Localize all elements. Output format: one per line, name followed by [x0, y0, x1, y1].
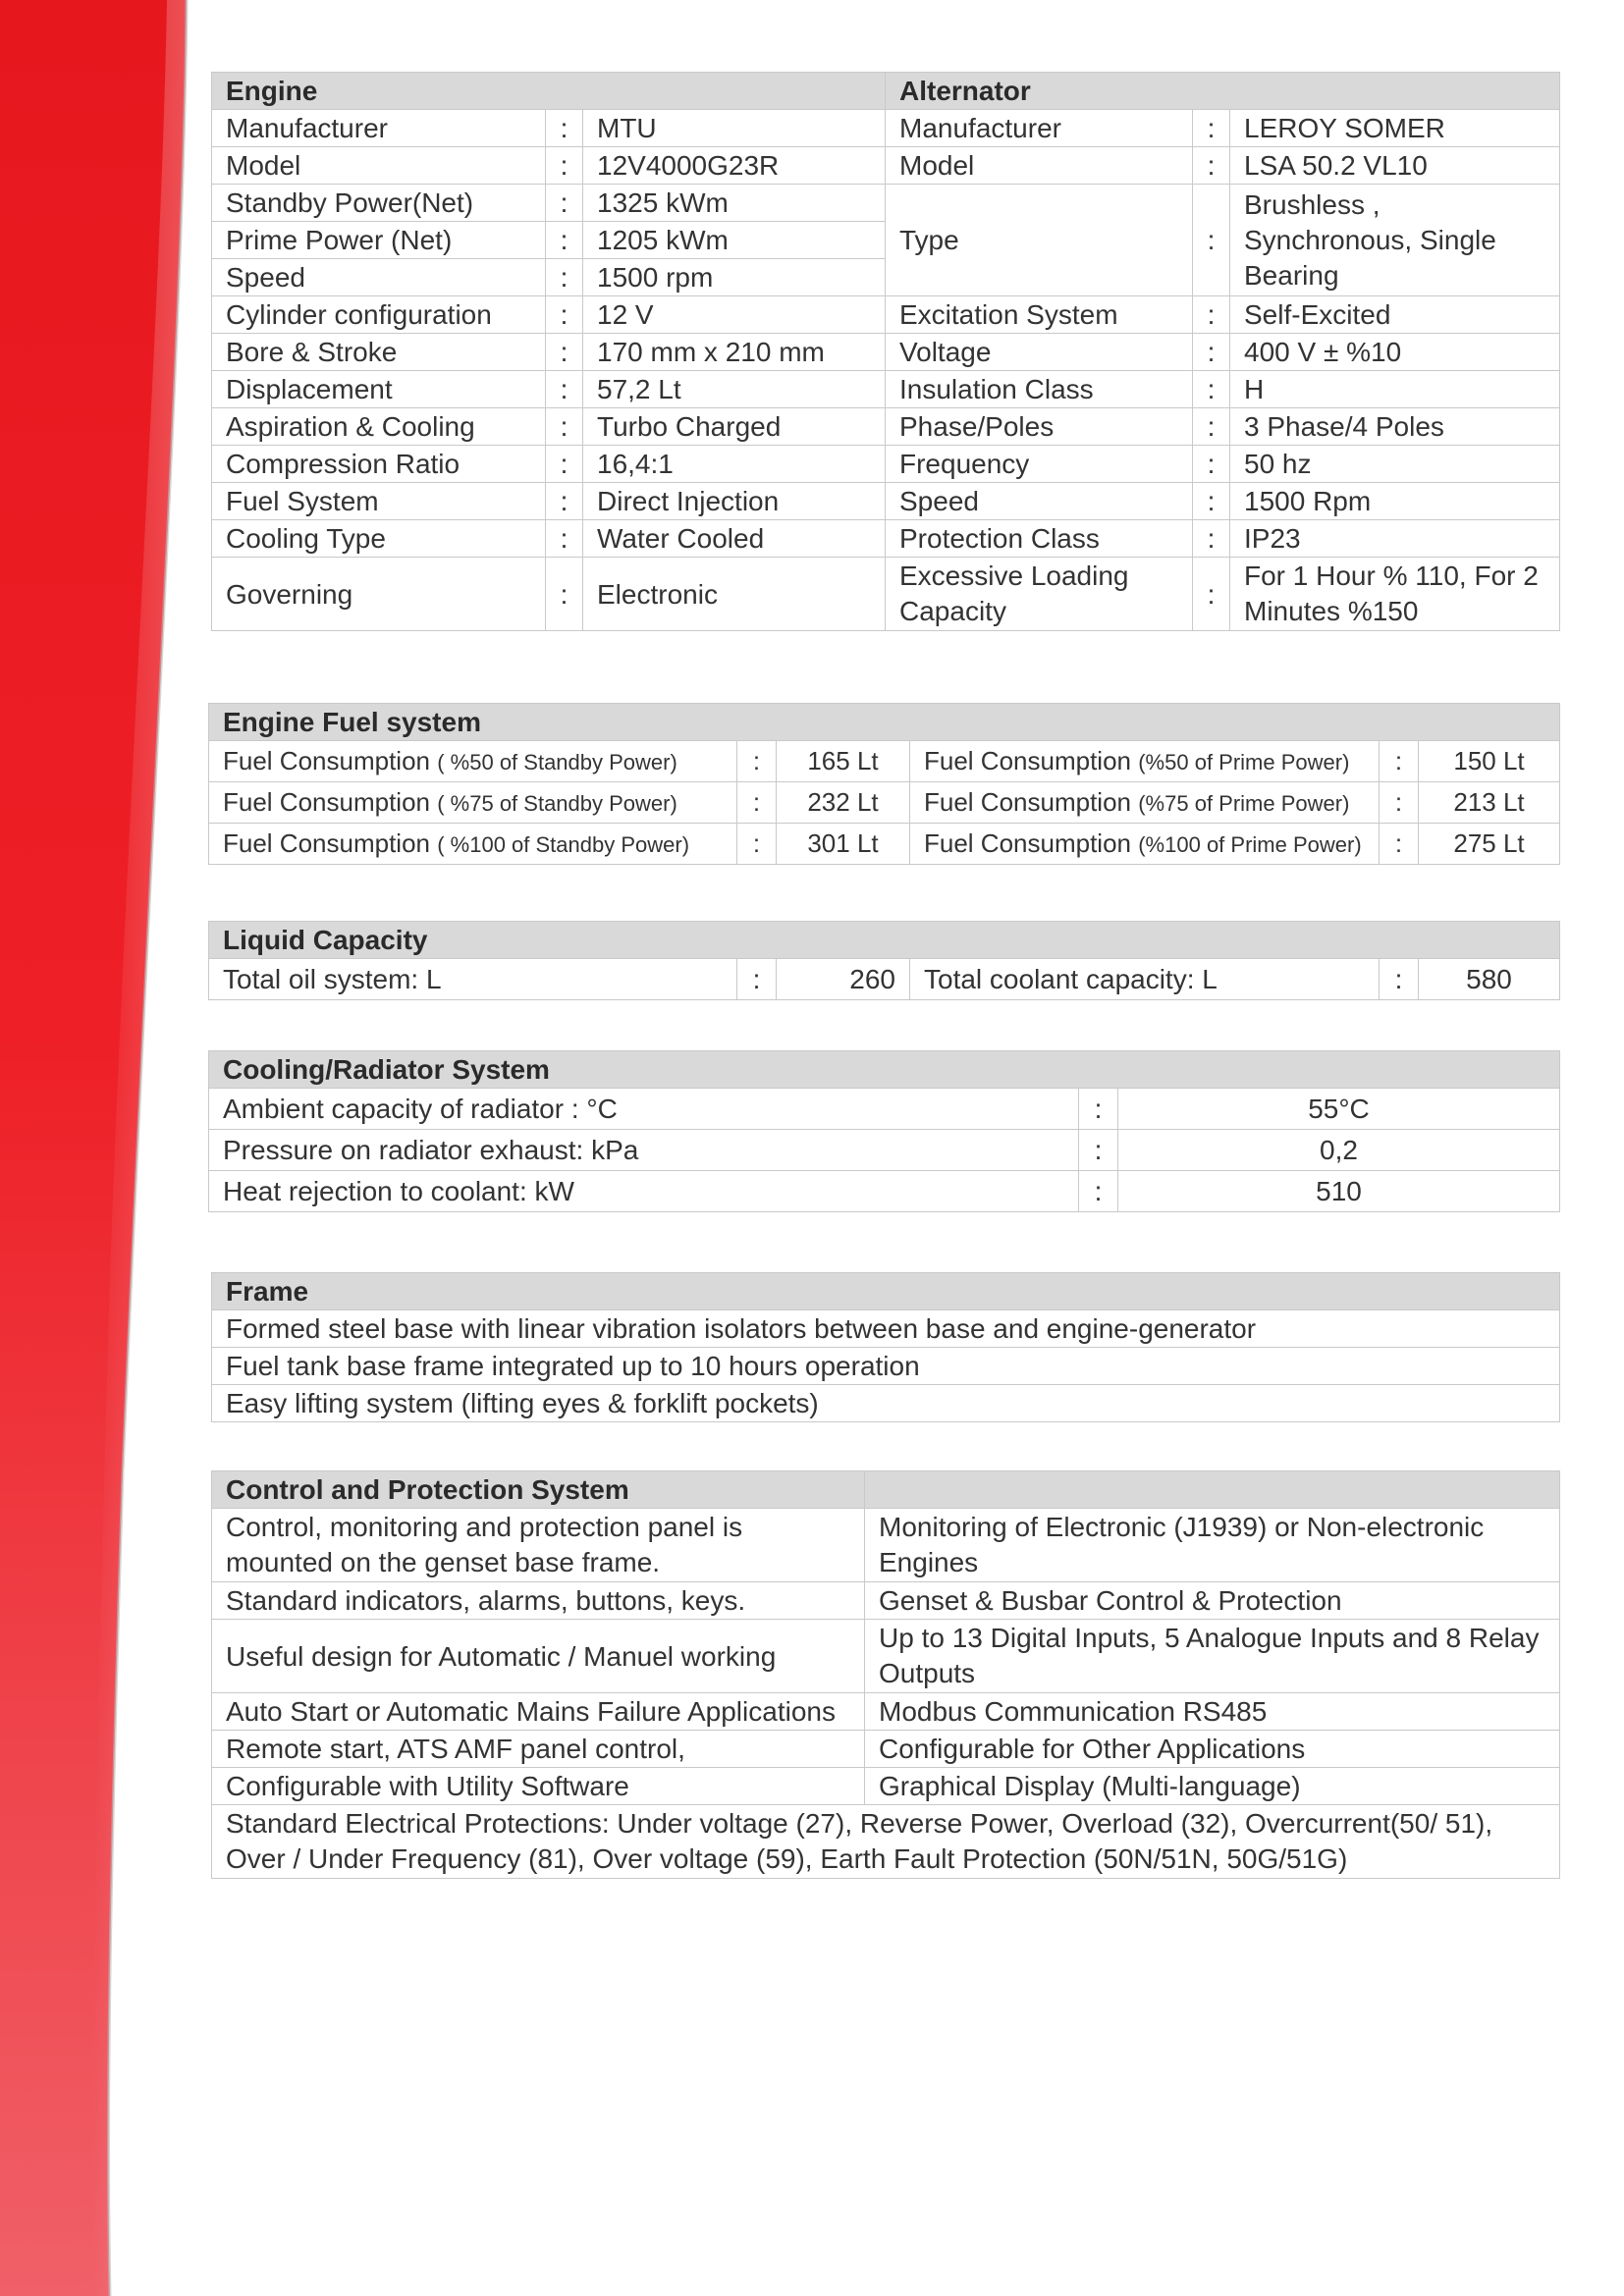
separator: :	[546, 259, 583, 296]
engine-label: Cooling Type	[212, 520, 546, 558]
alternator-label: Insulation Class	[886, 371, 1193, 408]
fuel-prime-value: 213 Lt	[1419, 782, 1560, 824]
separator: :	[737, 824, 777, 865]
control-right: Monitoring of Electronic (J1939) or Non-electronic Engines	[865, 1509, 1560, 1582]
engine-label: Standby Power(Net)	[212, 185, 546, 222]
engine-label: Cylinder configuration	[212, 296, 546, 334]
control-header-blank	[865, 1471, 1560, 1509]
fuel-standby-value: 301 Lt	[777, 824, 910, 865]
coolant-label: Total coolant capacity: L	[910, 959, 1380, 1000]
oil-label: Total oil system: L	[209, 959, 737, 1000]
label-note: ( %50 of Standby Power)	[437, 749, 677, 774]
engine-header: Engine	[212, 73, 886, 110]
engine-value: Turbo Charged	[583, 408, 886, 446]
control-left: Configurable with Utility Software	[212, 1768, 865, 1805]
engine-label: Bore & Stroke	[212, 334, 546, 371]
separator: :	[546, 334, 583, 371]
alternator-label: Frequency	[886, 446, 1193, 483]
engine-value: 1500 rpm	[583, 259, 886, 296]
separator: :	[546, 446, 583, 483]
control-header: Control and Protection System	[212, 1471, 865, 1509]
alternator-label: Phase/Poles	[886, 408, 1193, 446]
separator: :	[1079, 1089, 1118, 1130]
alternator-value: Brushless , Synchronous, Single Bearing	[1230, 185, 1560, 296]
control-left: Useful design for Automatic / Manuel working	[212, 1620, 865, 1693]
separator: :	[546, 483, 583, 520]
engine-label: Fuel System	[212, 483, 546, 520]
separator: :	[546, 110, 583, 147]
fuel-system-table	[208, 703, 1560, 865]
separator: :	[546, 222, 583, 259]
engine-label: Displacement	[212, 371, 546, 408]
engine-value: 57,2 Lt	[583, 371, 886, 408]
alternator-value: LEROY SOMER	[1230, 110, 1560, 147]
control-right: Up to 13 Digital Inputs, 5 Analogue Inputs and 8 Relay Outputs	[865, 1620, 1560, 1693]
alternator-label: Manufacturer	[886, 110, 1193, 147]
control-right: Genset & Busbar Control & Protection	[865, 1582, 1560, 1620]
label-note: ( %75 of Standby Power)	[437, 790, 677, 816]
label-text: Fuel Consumption	[223, 828, 430, 858]
alternator-label: Protection Class	[886, 520, 1193, 558]
fuel-prime-label	[910, 741, 1380, 782]
engine-value: 12V4000G23R	[583, 147, 886, 185]
engine-label: Model	[212, 147, 546, 185]
frame-header: Frame	[212, 1273, 1560, 1310]
red-side-band	[0, 0, 196, 2296]
control-left: Auto Start or Automatic Mains Failure Applications	[212, 1693, 865, 1731]
engine-label: Prime Power (Net)	[212, 222, 546, 259]
label-note: (%75 of Prime Power)	[1138, 790, 1350, 816]
fuel-standby-label	[209, 824, 737, 865]
fuel-system-header: Engine Fuel system	[209, 704, 1560, 741]
separator: :	[546, 371, 583, 408]
separator: :	[1193, 147, 1230, 185]
engine-value: 12 V	[583, 296, 886, 334]
alternator-value: 3 Phase/4 Poles	[1230, 408, 1560, 446]
engine-value: 170 mm x 210 mm	[583, 334, 886, 371]
engine-value: 16,4:1	[583, 446, 886, 483]
label-text: Fuel Consumption	[924, 745, 1131, 775]
frame-item: Easy lifting system (lifting eyes & forklift pockets)	[212, 1385, 1560, 1422]
separator: :	[1193, 446, 1230, 483]
alternator-value: Self-Excited	[1230, 296, 1560, 334]
separator: :	[546, 408, 583, 446]
cooling-value: 55°C	[1118, 1089, 1560, 1130]
fuel-prime-label	[910, 824, 1380, 865]
engine-alternator-table	[211, 72, 1560, 631]
separator: :	[1380, 741, 1419, 782]
separator: :	[737, 782, 777, 824]
separator: :	[1079, 1130, 1118, 1171]
fuel-prime-value: 150 Lt	[1419, 741, 1560, 782]
separator: :	[546, 520, 583, 558]
separator: :	[737, 959, 777, 1000]
separator: :	[1193, 483, 1230, 520]
protections-text: Standard Electrical Protections: Under voltage (27), Reverse Power, Overload (32), Overcurrent(50/ 51), Over / Under Frequency (81), Over voltage (59), Earth Fault Protection (50N/51N, 50G/51G)	[212, 1805, 1560, 1879]
label-text: Fuel Consumption	[924, 828, 1131, 858]
separator: :	[1193, 185, 1230, 296]
engine-value: 1205 kWm	[583, 222, 886, 259]
separator: :	[1193, 408, 1230, 446]
alternator-value: For 1 Hour % 110, For 2 Minutes %150	[1230, 558, 1560, 631]
separator: :	[1380, 824, 1419, 865]
alternator-value: 400 V ± %10	[1230, 334, 1560, 371]
separator: :	[1193, 110, 1230, 147]
liquid-capacity-table	[208, 921, 1560, 1000]
alternator-value: 50 hz	[1230, 446, 1560, 483]
liquid-capacity-header: Liquid Capacity	[209, 922, 1560, 959]
alternator-label: Type	[886, 185, 1193, 296]
control-left: Remote start, ATS AMF panel control,	[212, 1731, 865, 1768]
fuel-standby-value: 232 Lt	[777, 782, 910, 824]
separator: :	[1380, 782, 1419, 824]
separator: :	[546, 558, 583, 631]
engine-label: Compression Ratio	[212, 446, 546, 483]
engine-label: Governing	[212, 558, 546, 631]
alternator-value: H	[1230, 371, 1560, 408]
separator: :	[1193, 296, 1230, 334]
alternator-label: Excitation System	[886, 296, 1193, 334]
separator: :	[1193, 520, 1230, 558]
engine-value: Direct Injection	[583, 483, 886, 520]
alternator-label: Excessive Loading Capacity	[886, 558, 1193, 631]
alternator-header: Alternator	[886, 73, 1560, 110]
separator: :	[1193, 334, 1230, 371]
label-note: (%100 of Prime Power)	[1138, 831, 1362, 857]
alternator-value: 1500 Rpm	[1230, 483, 1560, 520]
cooling-label: Heat rejection to coolant: kW	[209, 1171, 1079, 1212]
control-right: Modbus Communication RS485	[865, 1693, 1560, 1731]
cooling-header: Cooling/Radiator System	[209, 1051, 1560, 1089]
fuel-standby-label	[209, 782, 737, 824]
fuel-prime-value: 275 Lt	[1419, 824, 1560, 865]
separator: :	[546, 296, 583, 334]
cooling-label: Ambient capacity of radiator : °C	[209, 1089, 1079, 1130]
cooling-value: 510	[1118, 1171, 1560, 1212]
label-note: ( %100 of Standby Power)	[437, 831, 690, 857]
label-text: Fuel Consumption	[223, 786, 430, 817]
separator: :	[1193, 558, 1230, 631]
engine-label: Manufacturer	[212, 110, 546, 147]
alternator-label: Speed	[886, 483, 1193, 520]
frame-table	[211, 1272, 1560, 1422]
engine-label: Speed	[212, 259, 546, 296]
fuel-standby-value: 165 Lt	[777, 741, 910, 782]
control-left: Standard indicators, alarms, buttons, keys.	[212, 1582, 865, 1620]
alternator-label: Model	[886, 147, 1193, 185]
control-right: Configurable for Other Applications	[865, 1731, 1560, 1768]
engine-value: Water Cooled	[583, 520, 886, 558]
separator: :	[1380, 959, 1419, 1000]
control-left: Control, monitoring and protection panel is mounted on the genset base frame.	[212, 1509, 865, 1582]
alternator-label: Voltage	[886, 334, 1193, 371]
alternator-value: IP23	[1230, 520, 1560, 558]
engine-label: Aspiration & Cooling	[212, 408, 546, 446]
separator: :	[546, 147, 583, 185]
control-right: Graphical Display (Multi-language)	[865, 1768, 1560, 1805]
separator: :	[1193, 371, 1230, 408]
fuel-standby-label	[209, 741, 737, 782]
cooling-table	[208, 1050, 1560, 1212]
label-text: Fuel Consumption	[924, 786, 1131, 817]
cooling-label: Pressure on radiator exhaust: kPa	[209, 1130, 1079, 1171]
fuel-prime-label	[910, 782, 1380, 824]
oil-value: 260	[777, 959, 910, 1000]
engine-value: Electronic	[583, 558, 886, 631]
separator: :	[546, 185, 583, 222]
separator: :	[1079, 1171, 1118, 1212]
frame-item: Formed steel base with linear vibration isolators between base and engine-generator	[212, 1310, 1560, 1348]
label-text: Fuel Consumption	[223, 745, 430, 775]
alternator-value: LSA 50.2 VL10	[1230, 147, 1560, 185]
frame-item: Fuel tank base frame integrated up to 10 hours operation	[212, 1348, 1560, 1385]
control-table	[211, 1470, 1560, 1879]
cooling-value: 0,2	[1118, 1130, 1560, 1171]
engine-value: MTU	[583, 110, 886, 147]
coolant-value: 580	[1419, 959, 1560, 1000]
separator: :	[737, 741, 777, 782]
engine-value: 1325 kWm	[583, 185, 886, 222]
label-note: (%50 of Prime Power)	[1138, 749, 1350, 774]
